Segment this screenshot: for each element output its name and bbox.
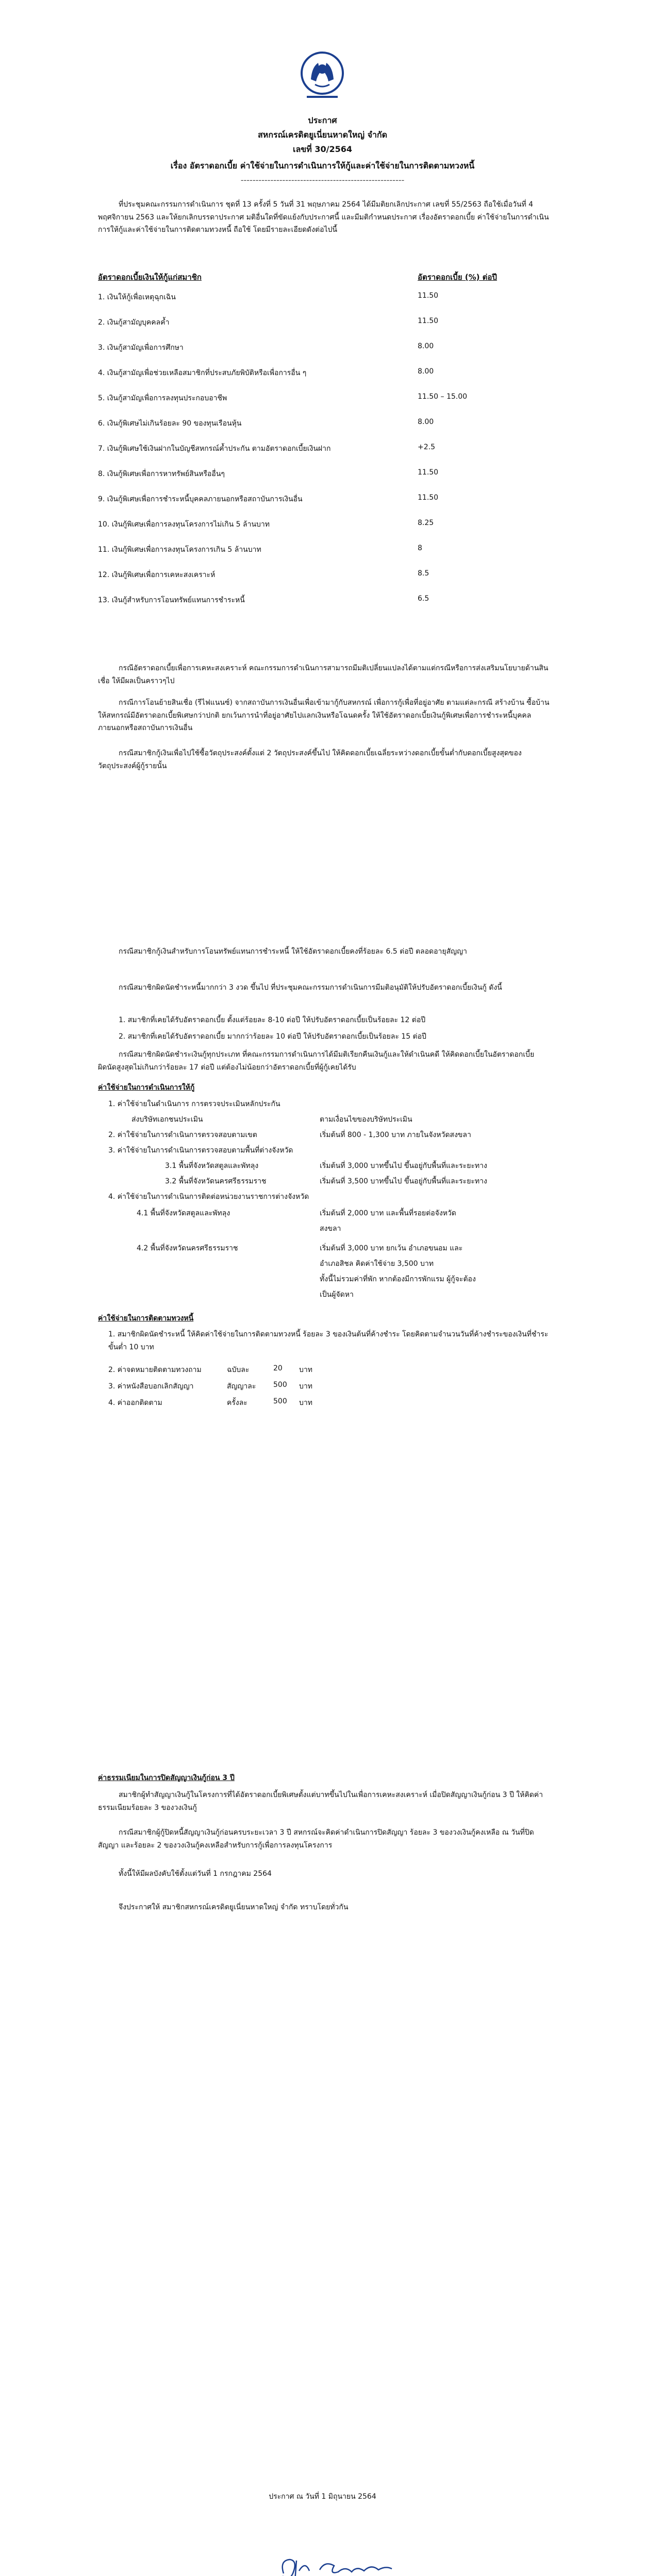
fee-item-2: 2. ค่าใช้จ่ายในการดำเนินการตรวจสอบตามเขต bbox=[108, 1131, 257, 1139]
divider-rule: ------------------------------------------------------- bbox=[240, 175, 405, 185]
notice-statement: จึงประกาศให้ สมาชิกสหกรณ์เครดิตยูเนี่ยนหาดใหญ่ จำกัด ทราบโดยทั่วกัน bbox=[119, 1903, 349, 1911]
rate-row-name: 2. เงินกู้สามัญบุคคลค้ำ bbox=[98, 318, 170, 327]
fee-item-2-value: เริ่มต้นที่ 800 - 1,300 บาท ภายในจังหวัดสงขลา bbox=[320, 1131, 471, 1139]
fee-item-1-sub: ส่งบริษัทเอกชนประเมิน bbox=[131, 1115, 203, 1124]
collection-fee-amount: 20 bbox=[273, 1364, 283, 1372]
rate-row-name: 12. เงินกู้พิเศษเพื่อการเคหะสงเคราะห์ bbox=[98, 571, 216, 579]
rate-row-name: 10. เงินกู้พิเศษเพื่อการลงทุนโครงการไม่เกิน 5 ล้านบาท bbox=[98, 520, 270, 529]
fee-item-3-2: 3.2 พื้นที่จังหวัดนครศรีธรรมราช bbox=[165, 1177, 267, 1185]
collection-fee-currency: บาท bbox=[299, 1366, 312, 1374]
fee-item-4-2-value-1: เริ่มต้นที่ 3,000 บาท ยกเว้น อำเภอขนอม และ bbox=[320, 1244, 463, 1252]
para-refinance: กรณีการโอนย้ายสินเชื่อ (รีไฟแนนซ์) จากสถาบันการเงินอื่นเพื่อเข้ามากู้กับสหกรณ์ เพื่อการกู้เพื่อที่อยู่อาศัย ตามแต่ละกรณี สร้างบ้าน ซื้อบ้าน ให้สหกรณ์มีอัตราดอกเบี้ยพิเศษกว่าปกติ ยกเว้นการนำที่อยู่อาศัยไปแลกเงินหรือโฉนดครั้ง ให้ใช้อัตราดอกเบี้ยเงินกู้พิเศษเพื่อการชำระหนี้บุคคลภายนอกหรือสถาบันการเงินอื่น bbox=[98, 699, 550, 732]
para-default-installments: กรณีสมาชิกผิดนัดชำระหนี้มากกว่า 3 งวด ขึ้นไป ที่ประชุมคณะกรรมการดำเนินการมีมติอนุมัติให้ปรับอัตราดอกเบี้ยเงินกู้ ดังนี้ bbox=[119, 984, 502, 992]
rate-row-name: 7. เงินกู้พิเศษใช้เงินฝากในบัญชีสหกรณ์ค้ำประกัน ตามอัตราดอกเบี้ยเงินฝาก bbox=[98, 445, 331, 453]
collection-fee-unit: สัญญาละ bbox=[227, 1382, 256, 1391]
rate-row-value: 8.00 bbox=[418, 342, 434, 350]
rate-row-value: 11.50 bbox=[418, 468, 439, 477]
fee-item-3-2-value: เริ่มต้นที่ 3,500 บาทขึ้นไป ขึ้นอยู่กับพื้นที่และระยะทาง bbox=[320, 1177, 487, 1185]
rate-row-value: 8.00 bbox=[418, 418, 434, 426]
rate-row bbox=[98, 342, 562, 354]
rate-row bbox=[98, 544, 562, 556]
rate-row bbox=[98, 519, 562, 531]
rate-row-value: 8.00 bbox=[418, 367, 434, 376]
rate-row bbox=[98, 569, 562, 582]
para-legal-action: กรณีสมาชิกผิดนัดชำระเงินกู้ทุกประเภท ที่คณะกรรมการดำเนินการได้มีมติเรียกคืนเงินกู้และให้ดำเนินคดี ให้คิดดอกเบี้ยในอัตราดอกเบี้ยผิดนัดสูงสุดไม่เกินกว่าร้อยละ 17 ต่อปี แต่ต้องไม่น้อยกว่าอัตราดอกเบี้ยที่ผู้กู้เคยได้รับ bbox=[98, 1050, 535, 1072]
rate-table-header bbox=[98, 271, 562, 283]
collection-fee-row bbox=[108, 1397, 552, 1410]
rate-row-name: 9. เงินกู้พิเศษเพื่อการชำระหนี้บุคคลภายนอกหรือสถาบันการเงินอื่น bbox=[98, 495, 303, 503]
collection-fee-name: 3. ค่าหนังสือบอกเลิกสัญญา bbox=[108, 1382, 194, 1391]
rate-row bbox=[98, 317, 562, 329]
rate-row-value: 8.25 bbox=[418, 519, 434, 527]
rate-row-value: 8 bbox=[418, 544, 422, 552]
collection-fee-name: 2. ค่าจดหมายติดตามทวงถาม bbox=[108, 1366, 202, 1374]
fee-item-4-2-value-2: อำเภอสิชล คิดค่าใช้จ่าย 3,500 บาท bbox=[320, 1260, 434, 1268]
fee-item-3-1-value: เริ่มต้นที่ 3,000 บาทขึ้นไป ขึ้นอยู่กับพื้นที่และระยะทาง bbox=[320, 1162, 487, 1170]
fees-heading: ค่าใช้จ่ายในการดำเนินการให้กู้ bbox=[98, 1083, 195, 1092]
collection-fee-amount: 500 bbox=[273, 1397, 287, 1405]
rate-row-name: 5. เงินกู้สามัญเพื่อการลงทุนประกอบอาชีพ bbox=[98, 394, 227, 402]
notice-title: ประกาศ bbox=[308, 115, 337, 125]
para-multiple-purpose: กรณีสมาชิกกู้เงินเพื่อไปใช้ซื้อวัตถุประสงค์ตั้งแต่ 2 วัตถุประสงค์ขึ้นไป ให้คิดดอกเบี้ยเฉลี่ยระหว่างดอกเบี้ยขั้นต่ำกับดอกเบี้ยสูงสุดของวัตถุประสงค์ผู้กู้รายนั้น bbox=[98, 749, 522, 770]
rate-row-name: 6. เงินกู้พิเศษไม่เกินร้อยละ 90 ของทุนเรือนหุ้น bbox=[98, 419, 242, 428]
fee-item-4-1-value-2: สงขลา bbox=[320, 1225, 341, 1233]
rate-row bbox=[98, 595, 562, 607]
fee-item-4-2-value-3: ทั้งนี้ไม่รวมค่าที่พัก หากต้องมีการพักแรม ผู้กู้จะต้อง bbox=[320, 1275, 476, 1283]
rate-row bbox=[98, 292, 562, 304]
rate-row-value: 6.5 bbox=[418, 595, 429, 603]
rate-row-name: 3. เงินกู้สามัญเพื่อการศึกษา bbox=[98, 344, 184, 352]
announce-date: ประกาศ ณ วันที่ 1 มิถุนายน 2564 bbox=[269, 2493, 376, 2501]
collection-fee-unit: ฉบับละ bbox=[227, 1366, 250, 1374]
rate-col-right: อัตราดอกเบี้ย (%) ต่อปี bbox=[418, 273, 497, 282]
rate-row-value: 11.50 bbox=[418, 494, 439, 502]
para-asset-transfer: กรณีสมาชิกกู้เงินสำหรับการโอนทรัพย์แทนการชำระหนี้ ให้ใช้อัตราดอกเบี้ยคงที่ร้อยละ 6.5 ต่อปี ตลอดอายุสัญญา bbox=[119, 947, 467, 956]
rate-row bbox=[98, 494, 562, 506]
rate-row-name: 11. เงินกู้พิเศษเพื่อการลงทุนโครงการเกิน 5 ล้านบาท bbox=[98, 546, 261, 554]
rate-row-name: 1. เงินให้กู้เพื่อเหตุฉุกเฉิน bbox=[98, 293, 176, 301]
fee-item-4-1-value-1: เริ่มต้นที่ 2,000 บาท และพื้นที่รอยต่อจังหวัด bbox=[320, 1209, 456, 1217]
fee-item-4: 4. ค่าใช้จ่ายในการดำเนินการติดต่อหน่วยงานราชการต่างจังหวัด bbox=[108, 1193, 309, 1201]
rate-row bbox=[98, 393, 562, 405]
intro-paragraph: ที่ประชุมคณะกรรมการดำเนินการ ชุดที่ 13 ครั้งที่ 5 วันที่ 31 พฤษภาคม 2564 ได้มีมติยกเลิกประกาศ เลขที่ 55/2563 ถือใช้เมื่อวันที่ 4 พฤศจิกายน 2563 และให้ยกเลิกบรรดาประกาศ มติอื่นใดที่ขัดแย้งกับประกาศนี้ และมีมติกำหนดประกาศ เรื่องอัตราดอกเบี้ย ค่าใช้จ่ายในการดำเนินการให้กู้และค่าใช้จ่ายในการติดตามทวงหนี้ ถือใช้ โดยมีรายละเอียดดังต่อไปนี้ bbox=[98, 200, 549, 234]
effective-date: ทั้งนี้ให้มีผลบังคับใช้ตั้งแต่วันที่ 1 กรกฎาคม 2564 bbox=[119, 1870, 272, 1878]
rate-row-name: 13. เงินกู้สำหรับการโอนทรัพย์แทนการชำระหนี้ bbox=[98, 596, 245, 604]
collection-item-1: 1. สมาชิกผิดนัดชำระหนี้ ให้คิดค่าใช้จ่ายในการติดตามทวงหนี้ ร้อยละ 3 ของเงินต้นที่ค้างชำระ โดยคิดตามจำนวนวันที่ค้างชำระของเงินที่ชำระ ขั้นต่ำ 10 บาท bbox=[108, 1330, 549, 1351]
collection-fee-currency: บาท bbox=[299, 1382, 312, 1391]
rate-row-value: 11.50 – 15.00 bbox=[418, 393, 468, 401]
collection-fee-amount: 500 bbox=[273, 1381, 287, 1389]
cooperative-logo bbox=[291, 47, 353, 104]
rate-row-value: 11.50 bbox=[418, 317, 439, 325]
collection-fee-unit: ครั้งละ bbox=[227, 1399, 247, 1407]
closing-para-1: สมาชิกผู้ทำสัญญาเงินกู้ในโครงการที่ได้อัตราดอกเบี้ยพิเศษตั้งแต่บาทขึ้นไปในเพื่อการเคหะสงเคราะห์ เมื่อปิดสัญญาเงินกู้ก่อน 3 ปี ให้คิดค่าธรรมเนียมร้อยละ 3 ของวงเงินกู้ bbox=[98, 1791, 543, 1812]
closing-para-2: กรณีสมาชิกผู้กู้ปิดหนี้สัญญาเงินกู้ก่อนครบระยะเวลา 3 ปี สหกรณ์จะคิดค่าดำเนินการปิดสัญญา ร้อยละ 3 ของวงเงินกู้คงเหลือ ณ วันที่ปิดสัญญา และร้อยละ 2 ของวงเงินกู้คงเหลือสำหรับการกู้เพื่อการลงทุนโครงการ bbox=[98, 1828, 534, 1850]
notice-number: เลขที่ 30/2564 bbox=[293, 144, 352, 154]
rate-row-name: 4. เงินกู้สามัญเพื่อช่วยเหลือสมาชิกที่ประสบภัยพิบัติหรือเพื่อการอื่น ๆ bbox=[98, 369, 307, 377]
fee-item-1: 1. ค่าใช้จ่ายในดำเนินการ การตรวจประเมินหลักประกัน bbox=[108, 1100, 280, 1108]
fee-item-4-2-value-4: เป็นผู้จัดหา bbox=[320, 1291, 354, 1299]
default-item-1: 1. สมาชิกที่เคยได้รับอัตราดอกเบี้ย ตั้งแต่ร้อยละ 8-10 ต่อปี ให้ปรับอัตราดอกเบี้ยเป็นร้อยละ 12 ต่อปี bbox=[119, 1016, 426, 1024]
signature-image bbox=[268, 2545, 402, 2576]
para-housing-rate: กรณีอัตราดอกเบี้ยเพื่อการเคหะสงเคราะห์ คณะกรรมการดำเนินการสามารถมีมติเปลี่ยนแปลงได้ตามแต่กรณีหรือการส่งเสริมนโยบายด้านสินเชื่อ ให้มีผลเป็นคราวๆไป bbox=[98, 664, 549, 685]
closing-heading: ค่าธรรมเนียมในการปิดสัญญาเงินกู้ก่อน 3 ปี bbox=[98, 1774, 235, 1782]
fee-item-1-value: ตามเงื่อนไขของบริษัทประเมิน bbox=[320, 1115, 412, 1124]
rate-row bbox=[98, 468, 562, 481]
default-item-2: 2. สมาชิกที่เคยได้รับอัตราดอกเบี้ย มากกว่าร้อยละ 10 ต่อปี ให้ปรับอัตราดอกเบี้ยเป็นร้อยละ 15 ต่อปี bbox=[119, 1032, 426, 1041]
fee-item-4-2: 4.2 พื้นที่จังหวัดนครศรีธรรมราช bbox=[137, 1244, 238, 1252]
collection-fee-row bbox=[108, 1364, 552, 1377]
fee-item-4-1: 4.1 พื้นที่จังหวัดสตูลและพัทลุง bbox=[137, 1209, 230, 1217]
rate-row-value: +2.5 bbox=[418, 443, 435, 451]
collection-fee-row bbox=[108, 1381, 552, 1393]
collection-heading: ค่าใช้จ่ายในการติดตามทวงหนี้ bbox=[98, 1314, 194, 1323]
rate-col-left: อัตราดอกเบี้ยเงินให้กู้แก่สมาชิก bbox=[98, 273, 202, 282]
rate-row-value: 11.50 bbox=[418, 292, 439, 300]
org-name: สหกรณ์เครดิตยูเนี่ยนหาดใหญ่ จำกัด bbox=[258, 130, 387, 140]
collection-fee-currency: บาท bbox=[299, 1399, 312, 1407]
rate-row bbox=[98, 367, 562, 380]
rate-row bbox=[98, 418, 562, 430]
collection-fee-name: 4. ค่าออกติดตาม bbox=[108, 1399, 162, 1407]
rate-row-name: 8. เงินกู้พิเศษเพื่อการหาทรัพย์สินหรืออื่นๆ bbox=[98, 470, 225, 478]
fee-item-3: 3. ค่าใช้จ่ายในการดำเนินการตรวจสอบตามพื้นที่ต่างจังหวัด bbox=[108, 1146, 293, 1155]
notice-subject: เรื่อง อัตราดอกเบี้ย ค่าใช้จ่ายในการดำเนินการให้กู้และค่าใช้จ่ายในการติดตามทวงหนี้ bbox=[170, 161, 475, 171]
rate-row-value: 8.5 bbox=[418, 569, 429, 578]
fee-item-3-1: 3.1 พื้นที่จังหวัดสตูลและพัทลุง bbox=[165, 1162, 259, 1170]
rate-row bbox=[98, 443, 562, 455]
